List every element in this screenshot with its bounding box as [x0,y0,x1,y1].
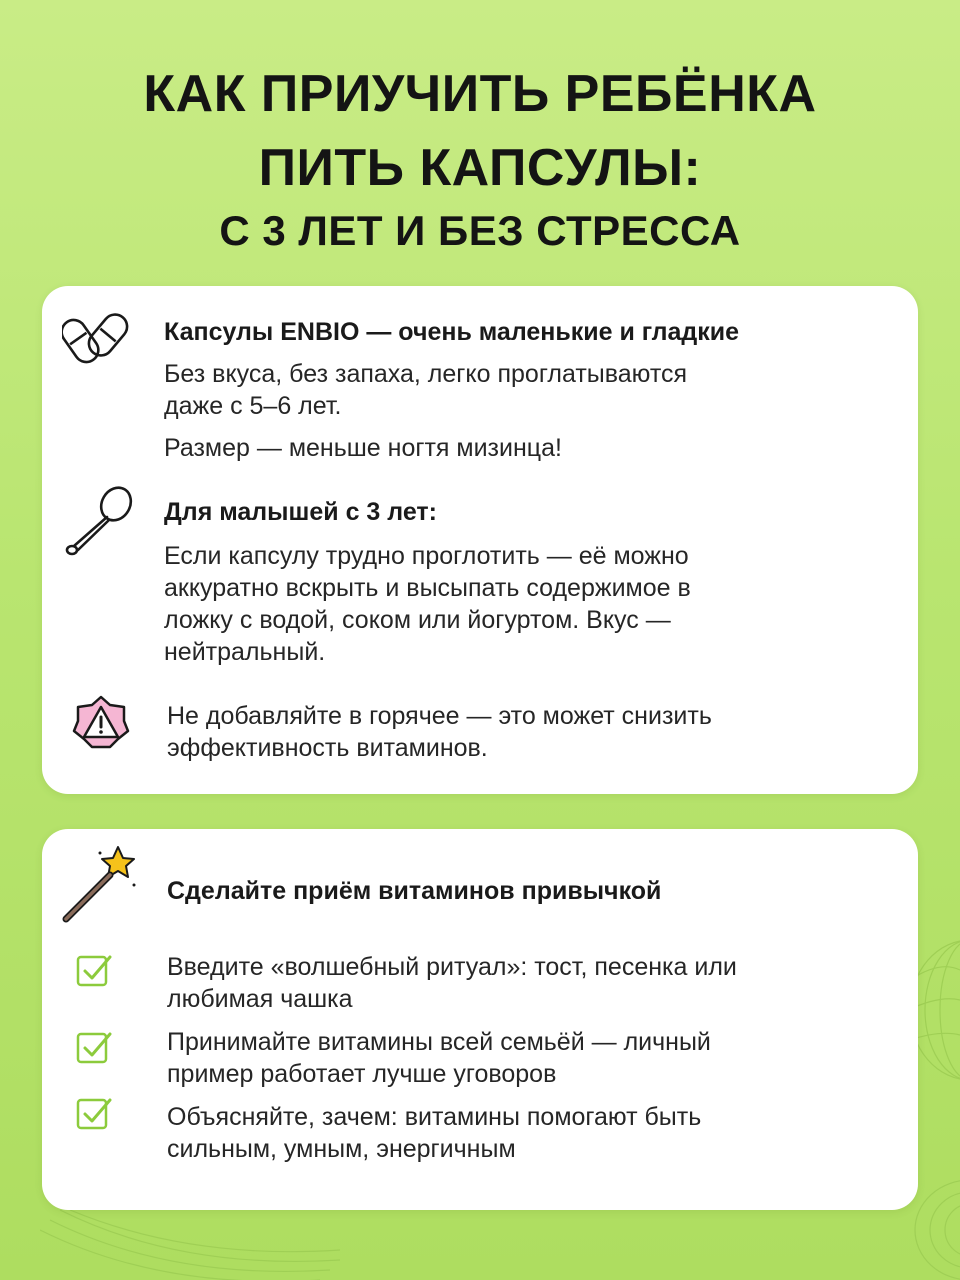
spoon-icon [62,484,142,564]
page-title-line-1: КАК ПРИУЧИТЬ РЕБЁНКА [143,65,817,123]
habit-title: Сделайте приём витаминов привычкой [167,877,662,905]
habit-item-2-line-1: Принимайте витамины всей семьёй — личный [167,1028,711,1056]
capsules-icon [62,304,152,368]
kids-text-line-2: аккуратно вскрыть и высыпать содержимое в [164,574,691,602]
warning-text-line-2: эффективность витаминов. [167,734,488,762]
magic-wand-icon [58,845,138,925]
checkbox-icon [74,951,114,991]
capsules-size-text: Размер — меньше ногтя мизинца! [164,434,562,462]
warning-text-line-1: Не добавляйте в горячее — это может снизить [167,702,712,730]
checkbox-icon [74,1028,114,1068]
habit-item-3-line-2: сильным, умным, энергичным [167,1135,516,1163]
habit-card [42,829,918,1210]
habit-item-1-line-1: Введите «волшебный ритуал»: тост, песенка или [167,953,737,981]
habit-item-3-line-1: Объясняйте, зачем: витамины помогают быть [167,1103,702,1131]
decorative-wireframe-bottom [40,1210,340,1280]
page-subtitle: С 3 ЛЕТ И БЕЗ СТРЕССА [219,207,741,254]
capsule-info-card [42,286,918,794]
kids-text-line-3: ложку с водой, соком или йогуртом. Вкус — [164,606,671,634]
habit-item-1-line-2: любимая чашка [167,985,353,1013]
kids-title: Для малышей с 3 лет: [164,498,437,526]
capsules-text-line-1: Без вкуса, без запаха, легко проглатываются [164,360,688,388]
habit-item-2-line-2: пример работает лучше уговоров [167,1060,557,1088]
warning-icon [70,691,132,753]
checkbox-icon [74,1094,114,1134]
capsules-title: Капсулы ENBIO — очень маленькие и гладкие [164,318,740,346]
kids-text-line-1: Если капсулу трудно проглотить — её можно [164,542,689,570]
kids-text-line-4: нейтральный. [164,638,326,666]
page-title-line-2: ПИТЬ КАПСУЛЫ: [258,139,702,197]
capsules-text-line-2: даже с 5–6 лет. [164,392,342,420]
